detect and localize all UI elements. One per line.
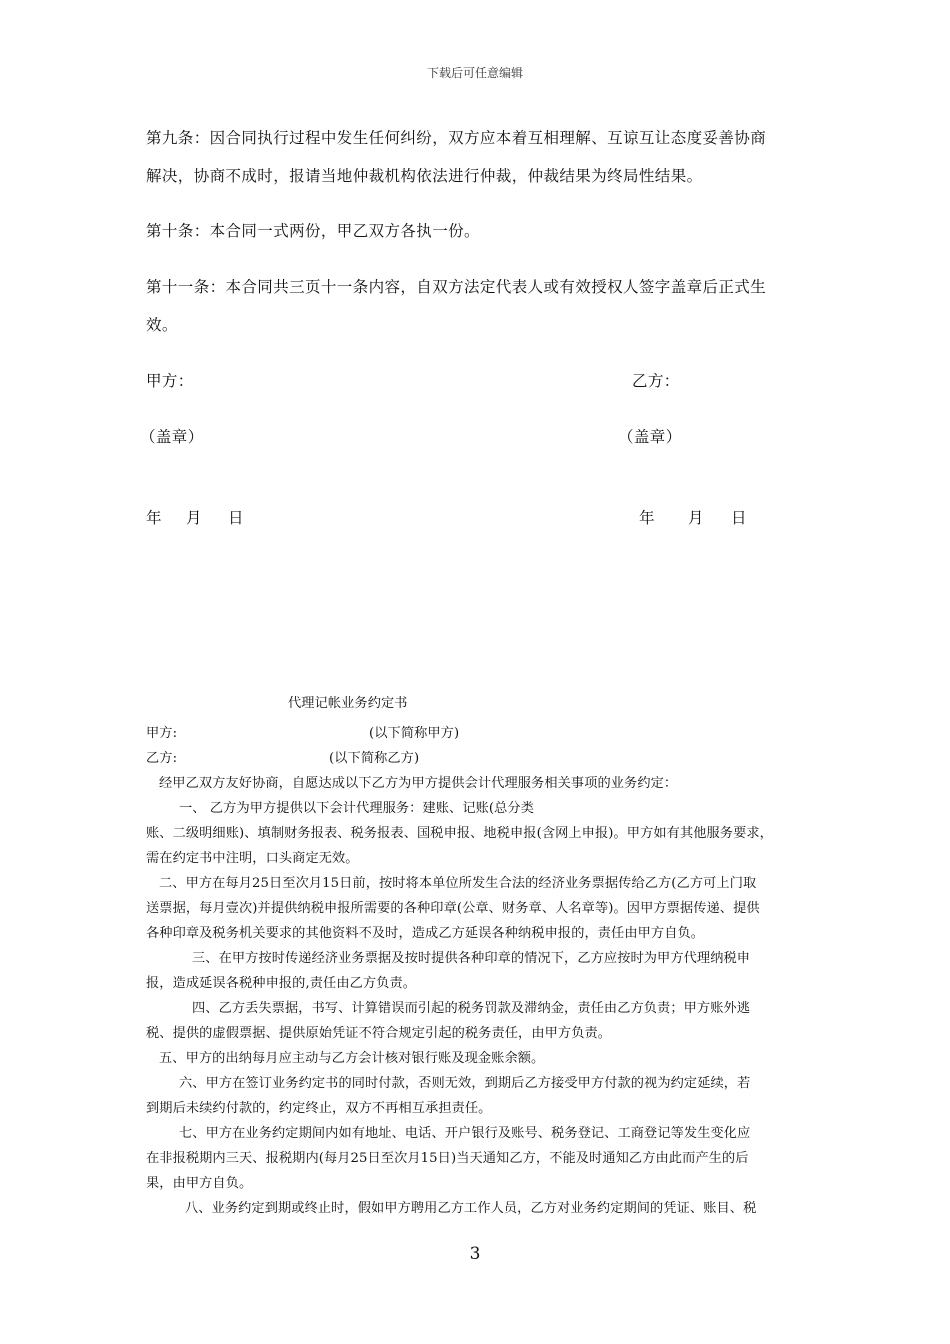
- clause-8-line-1: 八、业务约定到期或终止时，假如甲方聘用乙方工作人员，乙方对业务约定期间的凭证、账目、税: [185, 1201, 757, 1216]
- party-a-date-day: 日: [228, 509, 244, 527]
- clause-5: 五、甲方的出纳每月应主动与乙方会计核对银行账及现金账余额。: [159, 1051, 545, 1066]
- party-b-date-day: 日: [731, 509, 747, 527]
- page-number: 3: [469, 1244, 481, 1264]
- clause-7-line-3: 果，由甲方自负。: [146, 1176, 253, 1191]
- clause-1-line-1: 一、 乙方为甲方提供以下会计代理服务：建账、记账(总分类: [179, 801, 535, 816]
- party-a-signature-label: 甲方：: [146, 372, 194, 390]
- party-a-date-month: 月: [186, 509, 202, 527]
- clause-6-line-2: 到期后未续约付款的，约定终止，双方不再相互承担责任。: [146, 1101, 492, 1116]
- article-9-line-1: 第九条：因合同执行过程中发生任何纠纷，双方应本着互相理解、互谅互让态度妥善协商: [146, 129, 767, 147]
- clause-2-line-3: 各种印章及税务机关要求的其他资料不及时，造成乙方延误各种纳税申报的，责任由甲方自负。: [146, 926, 705, 941]
- clause-3-line-2: 报，造成延误各税种申报的,责任由乙方负责。: [146, 976, 417, 991]
- clause-2-line-2: 送票据，每月壹次)并提供纳税申报所需要的各种印章(公章、财务章、人名章等)。因甲方票据传递、提供: [146, 901, 760, 916]
- party-b-date-month: 月: [688, 509, 704, 527]
- clause-1-line-3: 需在约定书中注明，口头商定无效。: [146, 851, 359, 866]
- clause-4-line-1: 四、乙方丢失票据，书写、计算错误而引起的税务罚款及滞纳金，责任由乙方负责；甲方账外逃: [192, 1001, 751, 1016]
- party-a-date-year: 年: [146, 509, 162, 527]
- article-11-line-1: 第十一条：本合同共三页十一条内容，自双方法定代表人或有效授权人签字盖章后正式生: [146, 278, 767, 296]
- page-header: 下载后可任意编辑: [426, 66, 523, 80]
- agreement-party-a-label: 甲方:: [146, 726, 178, 741]
- clause-7-line-1: 七、甲方在业务约定期间内如有地址、电话、开户银行及账号、税务登记、工商登记等发生变化应: [179, 1126, 751, 1141]
- clause-3-line-1: 三、在甲方按时传递经济业务票据及按时提供各种印章的情况下，乙方应按时为甲方代理纳税申: [192, 951, 751, 966]
- party-a-seal: （盖章）: [140, 428, 204, 446]
- article-10: 第十条：本合同一式两份，甲乙双方各执一份。: [146, 222, 480, 240]
- clause-1-line-2: 账、二级明细账)、填制财务报表、税务报表、国税申报、地税申报(含网上申报)。甲方如有其他服务要求，: [146, 826, 773, 841]
- party-b-date-year: 年: [639, 509, 655, 527]
- agreement-title: 代理记帐业务约定书: [288, 696, 408, 711]
- clause-6-line-1: 六、甲方在签订业务约定书的同时付款，否则无效，到期后乙方接受甲方付款的视为约定延续，若: [179, 1076, 751, 1091]
- party-b-signature-label: 乙方：: [632, 372, 680, 390]
- clause-7-line-2: 在非报税期内三天、报税期内(每月25日至次月15日)当天通知乙方，不能及时通知乙方由此而产生的后: [146, 1151, 749, 1166]
- agreement-party-b-label: 乙方:: [146, 751, 178, 766]
- agreement-party-a-note: (以下简称甲方): [369, 726, 460, 741]
- agreement-intro: 经甲乙双方友好协商，自愿达成以下乙方为甲方提供会计代理服务相关事项的业务约定：: [159, 776, 678, 791]
- clause-4-line-2: 税、提供的虚假票据、提供原始凭证不符合规定引起的税务责任，由甲方负责。: [146, 1026, 612, 1041]
- article-9-line-2: 解决，协商不成时，报请当地仲裁机构依法进行仲裁，仲裁结果为终局性结果。: [146, 167, 703, 185]
- clause-2-line-1: 二、甲方在每月25日至次月15日前，按时将本单位所发生合法的经济业务票据传给乙方(乙方可上门取: [159, 876, 757, 891]
- article-11-line-2: 效。: [146, 316, 178, 334]
- party-b-seal: （盖章）: [618, 428, 682, 446]
- agreement-party-b-note: (以下简称乙方): [329, 751, 420, 766]
